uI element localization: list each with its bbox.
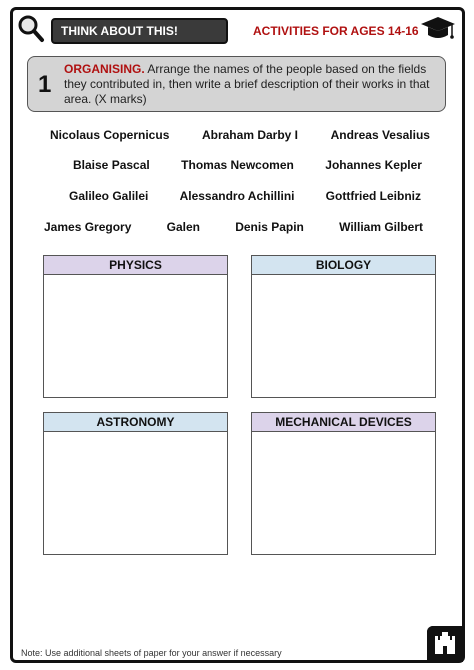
name-item: Thomas Newcomen <box>181 158 294 172</box>
name-row <box>40 128 435 142</box>
question-number: 1 <box>38 71 52 98</box>
name-item: Galen <box>166 220 200 234</box>
name-item: Abraham Darby I <box>201 128 298 142</box>
question-instructions: Arrange the names of the people based on the fields they contributed in, then write a brief description of their works in that area. (X marks) <box>64 62 430 106</box>
mechanical-devices-header: MECHANICAL DEVICES <box>252 413 435 432</box>
biology-answer-box[interactable] <box>251 255 436 398</box>
question-keyword: ORGANISING. <box>64 62 145 76</box>
name-item: Andreas Vesalius <box>330 128 430 142</box>
astronomy-answer-box[interactable] <box>43 412 228 555</box>
name-row <box>40 158 435 172</box>
name-item: Nicolaus Copernicus <box>50 128 170 142</box>
castle-icon <box>427 626 463 662</box>
magnifier-icon <box>17 14 45 44</box>
name-item: Johannes Kepler <box>325 158 422 172</box>
mechanical-devices-answer-box[interactable] <box>251 412 436 555</box>
section-title: THINK ABOUT THIS! <box>51 18 228 44</box>
name-row <box>44 220 423 234</box>
name-item: William Gilbert <box>339 220 423 234</box>
graduation-cap-icon <box>419 14 457 44</box>
question-box <box>27 56 446 112</box>
name-item: Blaise Pascal <box>73 158 150 172</box>
name-item: James Gregory <box>44 220 132 234</box>
astronomy-header: ASTRONOMY <box>44 413 227 432</box>
name-item: Denis Papin <box>235 220 304 234</box>
question-text <box>64 62 444 107</box>
age-range-label: ACTIVITIES FOR AGES 14-16 <box>253 24 419 38</box>
footer-note: Note: Use additional sheets of paper for your answer if necessary <box>21 648 282 658</box>
name-item: Alessandro Achillini <box>179 189 295 203</box>
name-row <box>40 189 435 203</box>
biology-header: BIOLOGY <box>252 256 435 275</box>
name-item: Galileo Galilei <box>69 189 149 203</box>
physics-header: PHYSICS <box>44 256 227 275</box>
name-item: Gottfried Leibniz <box>325 189 421 203</box>
physics-answer-box[interactable] <box>43 255 228 398</box>
